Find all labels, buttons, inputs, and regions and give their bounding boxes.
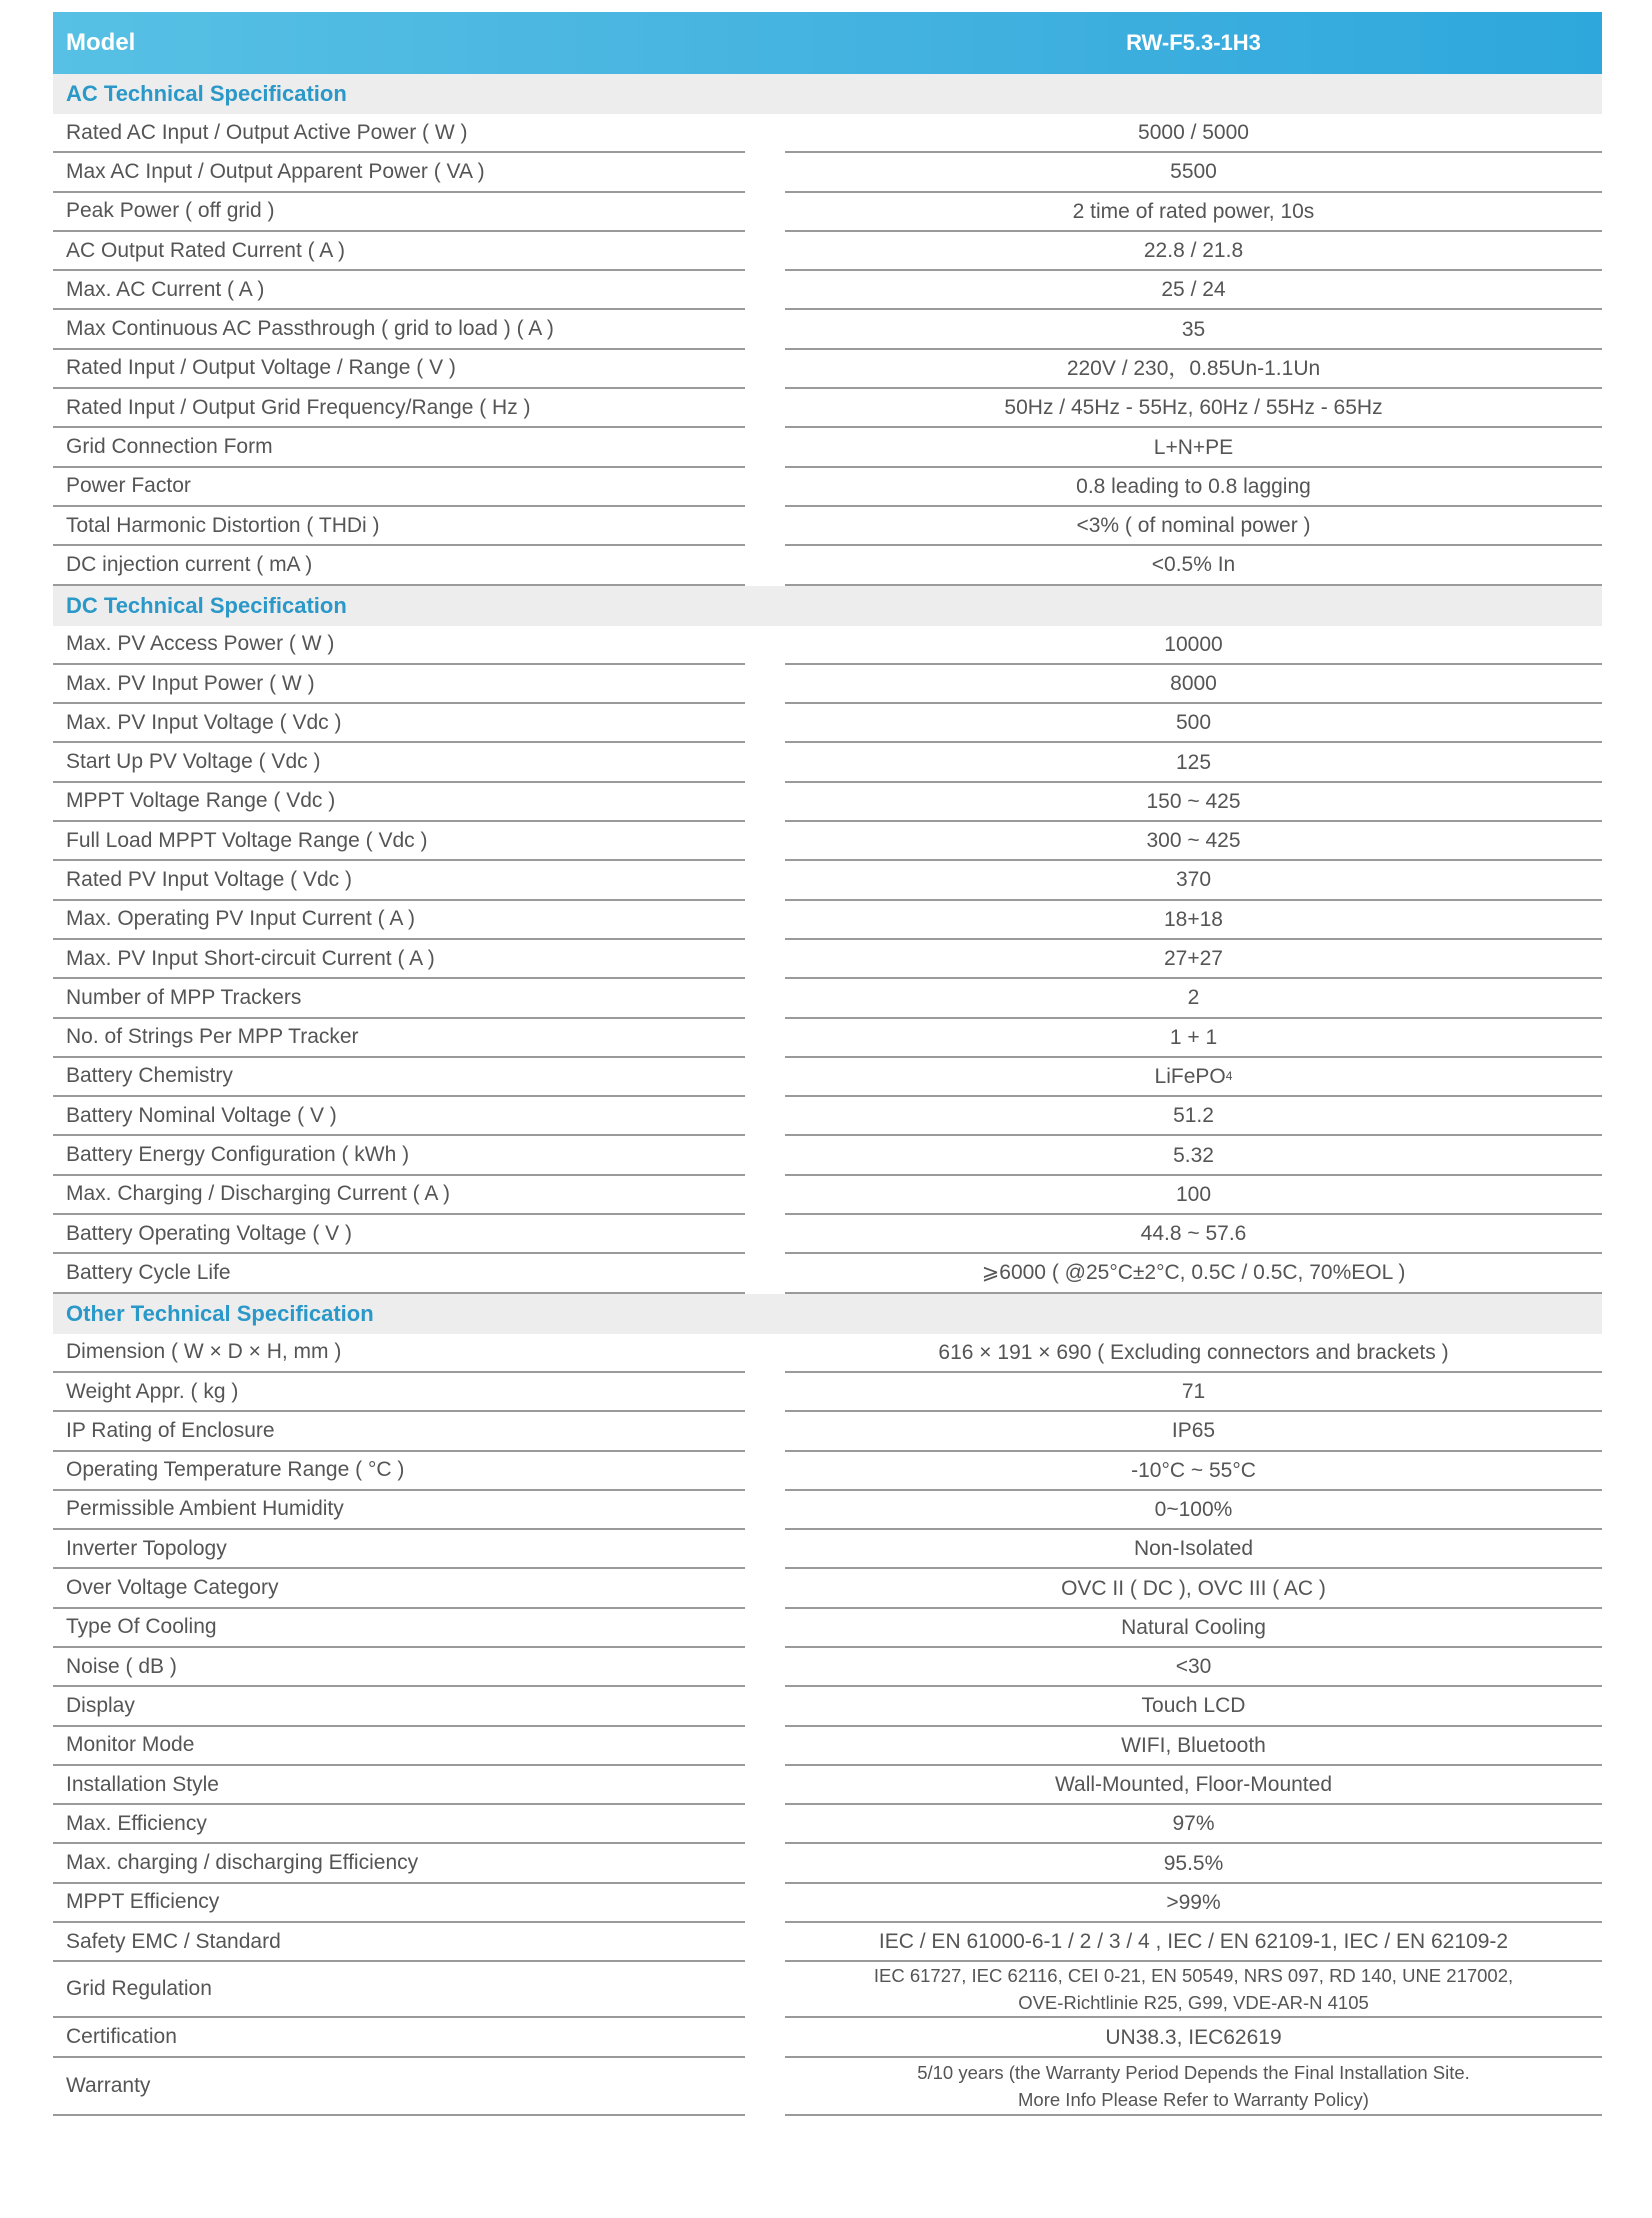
table-header [53, 12, 1602, 74]
column-gap [745, 1844, 785, 1883]
spec-value: 2 time of rated power, 10s [785, 193, 1602, 232]
spec-label: Total Harmonic Distortion ( THDi ) [53, 507, 745, 546]
section-header [53, 74, 1602, 114]
spec-value: 0~100% [785, 1491, 1602, 1530]
spec-row [53, 1648, 1602, 1687]
spec-label: Type Of Cooling [53, 1609, 745, 1648]
column-gap [745, 940, 785, 979]
spec-value: OVC II ( DC ), OVC III ( AC ) [785, 1569, 1602, 1608]
spec-value: L+N+PE [785, 428, 1602, 467]
spec-label: AC Output Rated Current ( A ) [53, 232, 745, 271]
column-gap [745, 1648, 785, 1687]
spec-label: Max. Charging / Discharging Current ( A ) [53, 1176, 745, 1215]
column-gap [745, 468, 785, 507]
spec-value: <3% ( of nominal power ) [785, 507, 1602, 546]
spec-row [53, 665, 1602, 704]
column-gap [745, 1530, 785, 1569]
column-gap [745, 507, 785, 546]
spec-row [53, 193, 1602, 232]
spec-table-body [53, 74, 1602, 2116]
column-gap [745, 310, 785, 349]
column-gap [745, 1215, 785, 1254]
spec-row [53, 1452, 1602, 1491]
spec-label: Inverter Topology [53, 1530, 745, 1569]
column-gap [745, 979, 785, 1018]
spec-label: Installation Style [53, 1766, 745, 1805]
spec-value: 616 × 191 × 690 ( Excluding connectors and brackets ) [785, 1334, 1602, 1373]
spec-label: Battery Energy Configuration ( kWh ) [53, 1136, 745, 1175]
spec-label: Max. Operating PV Input Current ( A ) [53, 901, 745, 940]
column-gap [745, 1962, 785, 2018]
column-gap [745, 1373, 785, 1412]
spec-label: Operating Temperature Range ( °C ) [53, 1452, 745, 1491]
spec-value-line: OVE-Richtlinie R25, G99, VDE-AR-N 4105 [1018, 1992, 1369, 2014]
spec-row [53, 940, 1602, 979]
spec-label: MPPT Efficiency [53, 1884, 745, 1923]
spec-row [53, 1884, 1602, 1923]
spec-label: Max Continuous AC Passthrough ( grid to load ) ( A ) [53, 310, 745, 349]
spec-row [53, 1569, 1602, 1608]
spec-row [53, 1687, 1602, 1726]
spec-value: >99% [785, 1884, 1602, 1923]
spec-value: <30 [785, 1648, 1602, 1687]
spec-label: Weight Appr. ( kg ) [53, 1373, 745, 1412]
spec-label: Monitor Mode [53, 1727, 745, 1766]
spec-value: ⩾6000 ( @25°C±2°C, 0.5C / 0.5C, 70%EOL ) [785, 1254, 1602, 1293]
section-title: AC Technical Specification [66, 81, 347, 106]
spec-row [53, 1058, 1602, 1097]
spec-row [53, 1766, 1602, 1805]
spec-label: Dimension ( W × D × H, mm ) [53, 1334, 745, 1373]
spec-row [53, 1491, 1602, 1530]
spec-value-line: 5/10 years (the Warranty Period Depends the Final Installation Site. [917, 2061, 1470, 2083]
spec-row [53, 507, 1602, 546]
column-gap [745, 1136, 785, 1175]
column-gap [745, 1766, 785, 1805]
spec-row [53, 979, 1602, 1018]
column-gap [745, 1412, 785, 1451]
spec-label: Over Voltage Category [53, 1569, 745, 1608]
column-gap [745, 1923, 785, 1962]
spec-value: 100 [785, 1176, 1602, 1215]
column-gap [745, 428, 785, 467]
spec-row [53, 1844, 1602, 1883]
column-gap [745, 861, 785, 900]
column-gap [745, 1334, 785, 1373]
spec-row [53, 1412, 1602, 1451]
spec-value [785, 2058, 1602, 2116]
spec-row [53, 232, 1602, 271]
spec-value: 27+27 [785, 940, 1602, 979]
column-gap [745, 1805, 785, 1844]
spec-row [53, 2058, 1602, 2116]
spec-row [53, 1019, 1602, 1058]
column-gap [745, 1884, 785, 1923]
spec-label: Battery Chemistry [53, 1058, 745, 1097]
spec-value: IP65 [785, 1412, 1602, 1451]
spec-value: 2 [785, 979, 1602, 1018]
spec-row [53, 1097, 1602, 1136]
spec-value-text: LiFePO [1154, 1064, 1226, 1088]
section-title: Other Technical Specification [66, 1300, 374, 1326]
column-gap [745, 1058, 785, 1097]
header-model-value: RW-F5.3-1H3 [1126, 30, 1261, 55]
column-gap [745, 822, 785, 861]
spec-row [53, 428, 1602, 467]
spec-value: IEC / EN 61000-6-1 / 2 / 3 / 4 , IEC / EN 62109-1, IEC / EN 62109-2 [785, 1923, 1602, 1962]
spec-row [53, 114, 1602, 153]
spec-value [785, 1962, 1602, 2018]
spec-value: 5000 / 5000 [785, 114, 1602, 153]
spec-row [53, 1962, 1602, 2018]
section-title: DC Technical Specification [66, 592, 347, 618]
spec-row [53, 2018, 1602, 2057]
column-gap [745, 626, 785, 665]
spec-value: Touch LCD [785, 1687, 1602, 1726]
spec-label: Safety EMC / Standard [53, 1923, 745, 1962]
column-gap [745, 1609, 785, 1648]
spec-label: Start Up PV Voltage ( Vdc ) [53, 743, 745, 782]
spec-row [53, 743, 1602, 782]
column-gap [745, 1254, 785, 1293]
spec-row [53, 1136, 1602, 1175]
spec-label: Battery Cycle Life [53, 1254, 745, 1293]
spec-value: 500 [785, 704, 1602, 743]
spec-row [53, 822, 1602, 861]
spec-row [53, 783, 1602, 822]
spec-row [53, 1727, 1602, 1766]
spec-value: 97% [785, 1805, 1602, 1844]
spec-row [53, 626, 1602, 665]
spec-label: Warranty [53, 2058, 745, 2116]
spec-value: <0.5% In [785, 546, 1602, 585]
spec-value-line: More Info Please Refer to Warranty Policy) [1018, 2088, 1369, 2110]
spec-value: 370 [785, 861, 1602, 900]
section-header [53, 1294, 1602, 1334]
spec-label: Max. AC Current ( A ) [53, 271, 745, 310]
spec-value: 71 [785, 1373, 1602, 1412]
spec-row [53, 350, 1602, 389]
column-gap [745, 783, 785, 822]
spec-value: 125 [785, 743, 1602, 782]
column-gap [745, 1687, 785, 1726]
spec-row [53, 271, 1602, 310]
spec-label: Number of MPP Trackers [53, 979, 745, 1018]
column-gap [745, 665, 785, 704]
spec-value-line: IEC 61727, IEC 62116, CEI 0-21, EN 50549, NRS 097, RD 140, UNE 217002, [873, 1965, 1514, 1987]
spec-value: 5.32 [785, 1136, 1602, 1175]
column-gap [745, 114, 785, 153]
column-gap [745, 389, 785, 428]
spec-label: DC injection current ( mA ) [53, 546, 745, 585]
header-model-label: Model [66, 29, 136, 56]
spec-value: 51.2 [785, 1097, 1602, 1136]
column-gap [745, 1491, 785, 1530]
spec-value: UN38.3, IEC62619 [785, 2018, 1602, 2057]
spec-value: Natural Cooling [785, 1609, 1602, 1648]
spec-label: Certification [53, 2018, 745, 2057]
spec-value: WIFI, Bluetooth [785, 1727, 1602, 1766]
spec-value: Wall-Mounted, Floor-Mounted [785, 1766, 1602, 1805]
spec-row [53, 468, 1602, 507]
spec-value: 10000 [785, 626, 1602, 665]
spec-value-subscript: 4 [1225, 1068, 1233, 1083]
spec-label: Grid Connection Form [53, 428, 745, 467]
column-gap [745, 193, 785, 232]
spec-sheet [53, 12, 1602, 2116]
spec-row [53, 1254, 1602, 1293]
section-header [53, 586, 1602, 626]
column-gap [745, 1452, 785, 1491]
spec-row [53, 1609, 1602, 1648]
spec-label: Max. PV Input Short-circuit Current ( A ) [53, 940, 745, 979]
spec-label: Max. PV Access Power ( W ) [53, 626, 745, 665]
column-gap [745, 1019, 785, 1058]
spec-row [53, 1176, 1602, 1215]
spec-row [53, 901, 1602, 940]
spec-label: Rated Input / Output Voltage / Range ( V ) [53, 350, 745, 389]
spec-row [53, 1923, 1602, 1962]
spec-row [53, 310, 1602, 349]
spec-label: Display [53, 1687, 745, 1726]
spec-value: 5500 [785, 153, 1602, 192]
spec-value [785, 1058, 1602, 1097]
column-gap [745, 743, 785, 782]
spec-value: 95.5% [785, 1844, 1602, 1883]
spec-label: Rated PV Input Voltage ( Vdc ) [53, 861, 745, 900]
spec-label: Max AC Input / Output Apparent Power ( VA ) [53, 153, 745, 192]
column-gap [745, 1727, 785, 1766]
spec-label: Max. charging / discharging Efficiency [53, 1844, 745, 1883]
spec-row [53, 1215, 1602, 1254]
column-gap [745, 232, 785, 271]
spec-row [53, 704, 1602, 743]
spec-value: 44.8 ~ 57.6 [785, 1215, 1602, 1254]
column-gap [745, 901, 785, 940]
column-gap [745, 704, 785, 743]
column-gap [745, 1569, 785, 1608]
column-gap [745, 153, 785, 192]
spec-row [53, 1805, 1602, 1844]
spec-label: Peak Power ( off grid ) [53, 193, 745, 232]
spec-value: 35 [785, 310, 1602, 349]
spec-row [53, 546, 1602, 585]
spec-value: 220V / 230，0.85Un-1.1Un [785, 350, 1602, 389]
spec-row [53, 389, 1602, 428]
column-gap [745, 350, 785, 389]
spec-label: IP Rating of Enclosure [53, 1412, 745, 1451]
spec-label: Noise ( dB ) [53, 1648, 745, 1687]
spec-value: 1 + 1 [785, 1019, 1602, 1058]
spec-value: -10°C ~ 55°C [785, 1452, 1602, 1491]
spec-row [53, 1373, 1602, 1412]
spec-label: Battery Operating Voltage ( V ) [53, 1215, 745, 1254]
column-gap [745, 2018, 785, 2057]
spec-row [53, 1530, 1602, 1569]
spec-value: 0.8 leading to 0.8 lagging [785, 468, 1602, 507]
spec-value-lines [917, 2059, 1470, 2113]
column-gap [745, 546, 785, 585]
spec-value: 150 ~ 425 [785, 783, 1602, 822]
spec-value: 50Hz / 45Hz - 55Hz, 60Hz / 55Hz - 65Hz [785, 389, 1602, 428]
column-gap [745, 1176, 785, 1215]
spec-value: Non-Isolated [785, 1530, 1602, 1569]
spec-value: 8000 [785, 665, 1602, 704]
spec-label: Full Load MPPT Voltage Range ( Vdc ) [53, 822, 745, 861]
spec-label: Rated AC Input / Output Active Power ( W ) [53, 114, 745, 153]
spec-label: Max. PV Input Voltage ( Vdc ) [53, 704, 745, 743]
spec-label: MPPT Voltage Range ( Vdc ) [53, 783, 745, 822]
spec-label: Grid Regulation [53, 1962, 745, 2018]
spec-value: 300 ~ 425 [785, 822, 1602, 861]
spec-value: 25 / 24 [785, 271, 1602, 310]
spec-value: 18+18 [785, 901, 1602, 940]
column-gap [745, 2058, 785, 2116]
column-gap [745, 271, 785, 310]
spec-label: Battery Nominal Voltage ( V ) [53, 1097, 745, 1136]
column-gap [745, 1097, 785, 1136]
spec-value: 22.8 / 21.8 [785, 232, 1602, 271]
spec-row [53, 153, 1602, 192]
spec-row [53, 1334, 1602, 1373]
spec-label: Permissible Ambient Humidity [53, 1491, 745, 1530]
spec-label: Max. Efficiency [53, 1805, 745, 1844]
spec-label: Power Factor [53, 468, 745, 507]
spec-label: Max. PV Input Power ( W ) [53, 665, 745, 704]
spec-label: No. of Strings Per MPP Tracker [53, 1019, 745, 1058]
spec-label: Rated Input / Output Grid Frequency/Range ( Hz ) [53, 389, 745, 428]
spec-row [53, 861, 1602, 900]
spec-value-lines [874, 1962, 1513, 2016]
